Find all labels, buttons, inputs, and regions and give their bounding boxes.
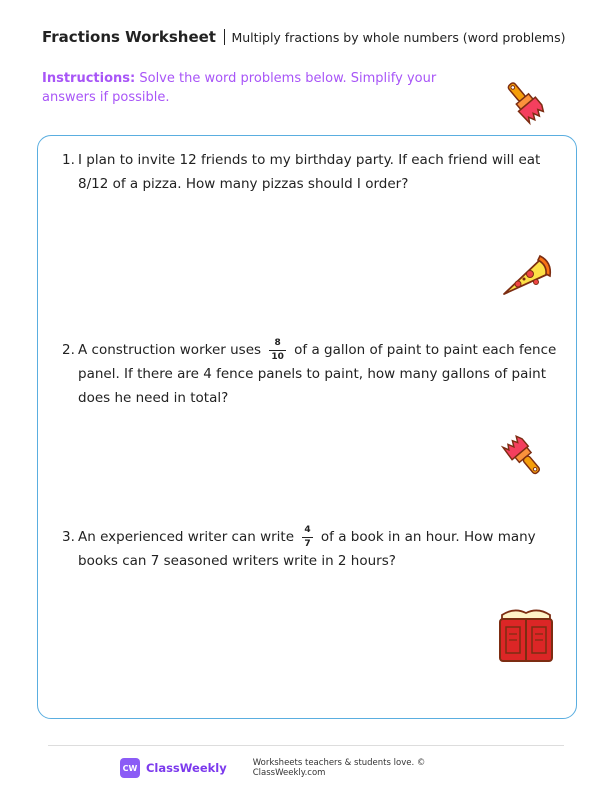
page-subtitle: Multiply fractions by whole numbers (word problems): [231, 30, 566, 45]
question-text: I plan to invite 12 friends to my birthday party. If each friend will eat: [78, 152, 541, 168]
open-book-icon: [496, 603, 556, 663]
question-number: 3.: [62, 529, 75, 545]
pizza-slice-icon: [496, 252, 554, 298]
fraction-denominator: 7: [304, 538, 311, 549]
instructions-label: Instructions:: [42, 71, 136, 86]
paintbrush-icon: [500, 432, 548, 480]
fraction-bar: [302, 537, 312, 538]
footer-divider: [48, 745, 564, 746]
fraction: [269, 339, 286, 362]
title-divider: [224, 29, 226, 45]
question-text: books can 7 seasoned writers write in 2 hours?: [78, 553, 396, 569]
footer-tagline: Worksheets teachers & students love. © ClassWeekly.com: [252, 758, 426, 778]
classweekly-logo-icon: CW: [120, 758, 140, 778]
instructions: [42, 69, 442, 107]
question-text: panel. If there are 4 fence panels to paint, how many gallons of paint: [78, 366, 546, 382]
fraction-numerator: 4: [304, 524, 311, 535]
footer: [120, 758, 500, 778]
question-3: [62, 525, 536, 573]
question-text: of a gallon of paint to paint each fence: [294, 342, 557, 358]
question-1: [62, 148, 540, 196]
brand-name: ClassWeekly: [145, 761, 227, 775]
question-number: 1.: [62, 152, 75, 168]
question-text: 8/12 of a pizza. How many pizzas should I order?: [78, 176, 409, 192]
page-title: Fractions Worksheet: [42, 28, 216, 46]
question-text: An experienced writer can write: [78, 529, 295, 545]
question-text: A construction worker uses: [78, 342, 262, 358]
fraction-numerator: 8: [274, 337, 281, 348]
fraction: [302, 526, 312, 549]
worksheet-header: [42, 27, 566, 46]
fraction-denominator: 10: [271, 351, 284, 362]
paintbrush-icon: [500, 77, 550, 127]
fraction-bar: [269, 350, 286, 351]
question-2: [62, 338, 556, 410]
question-number: 2.: [62, 342, 75, 358]
question-text: of a book in an hour. How many: [320, 529, 536, 545]
instructions-text: Solve the word problems below. Simplify your answers if possible.: [42, 71, 437, 105]
question-text: does he need in total?: [78, 390, 229, 406]
